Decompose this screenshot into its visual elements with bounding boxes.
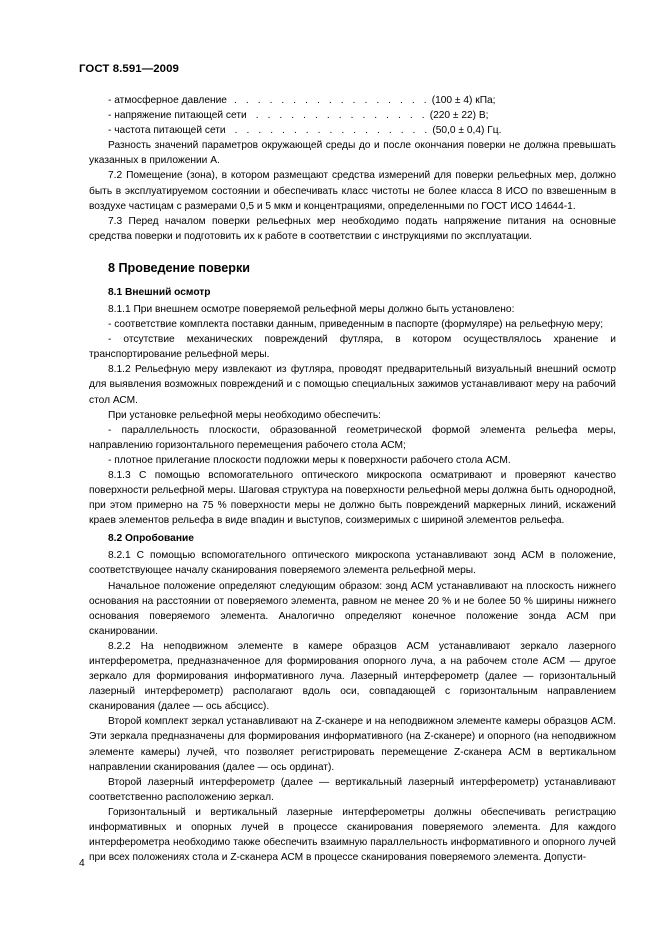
paragraph: - соответствие комплекта поставки данным, приведенным в паспорте (формуляре) на рельефную меру;: [108, 319, 604, 331]
condition-label: - напряжение питающей сети: [108, 110, 247, 122]
condition-value: (220 ± 22) В;: [429, 110, 489, 122]
paragraph: При установке рельефной меры необходимо обеспечить:: [108, 409, 381, 421]
paragraph: 8.2.2 На неподвижном элементе в камере образцов АСМ устанавливают зеркало лазерного интерферометра, предназначенное для формирования опорного луча, а на рабочем столе АСМ — другое зеркало для формирования информативного луча. Лазерный интерферометр (далее — горизонтальный лазерный интерферометр) располагают вдоль оси, совпадающей с горизонтальным направлением сканирования (далее — ось абсцисс).: [89, 640, 616, 713]
leader-dots: . . . . . . . . . . . . . . . . .: [233, 95, 430, 106]
paragraph: 8.1.1 При внешнем осмотре поверяемой рельефной меры должно быть установлено:: [108, 303, 515, 315]
paragraph: - плотное прилегание плоскости подложки меры к поверхности рабочего стола АСМ.: [108, 454, 511, 466]
paragraph: Горизонтальный и вертикальный лазерные интерферометры должны обеспечивать регистрацию информативных и опорных лучей в процессе сканирования поверяемого элемента. Для каждого интерферометра необходимо также обеспечить взаимную параллельность информативного и опорного лучей при всех положениях стола и Z-сканера АСМ в процессе сканирования поверяемого элемента. Допусти-: [89, 806, 616, 864]
leader-dots: . . . . . . . . . . . . . . . . .: [234, 125, 431, 137]
condition-line: [89, 108, 616, 123]
paragraph: 8.2.1 С помощью вспомогательного оптического микроскопа устанавливают зонд АСМ в положение, соответствующее началу сканирования поверяемого элемента рельефной меры.: [89, 550, 616, 577]
subsection-title: 8.1 Внешний осмотр: [108, 286, 211, 298]
paragraph: - параллельность плоскости, образованной геометрической формой элемента рельефа меры, направлению горизонтального перемещения рабочего стола АСМ;: [89, 424, 616, 451]
document-body: [89, 93, 616, 865]
leader-dots: . . . . . . . . . . . . . . .: [255, 110, 428, 122]
paragraph: 7.3 Перед началом поверки рельефных мер необходимо подать напряжение питания на основные средства поверки и подготовить их к работе в соответствии с инструкциями по эксплуатации.: [89, 215, 616, 242]
condition-value: (100 ± 4) кПа;: [431, 95, 496, 106]
condition-value: (50,0 ± 0,4) Гц.: [432, 125, 502, 137]
document-header: ГОСТ 8.591—2009: [79, 63, 179, 75]
paragraph: 8.1.3 С помощью вспомогательного оптического микроскопа осматривают и проверяют качество поверхности рельефной меры. Шаговая структура на поверхности рельефной меры должна быть однородной, при этом примерно на 75 % поверхности меры не должно быть повреждений маркерных линий, искажений краев элементов рельефа в виде впадин и выступов, соизмеримых с шириной элементов рельефа.: [89, 469, 617, 527]
paragraph: Второй лазерный интерферометр (далее — вертикальный лазерный интерферометр) устанавливают соответственно расположению зеркал.: [89, 776, 616, 803]
condition-label: - атмосферное давление: [108, 95, 227, 106]
paragraph: Второй комплект зеркал устанавливают на Z-сканере и на неподвижном элементе камеры образцов АСМ. Эти зеркала предназначены для формирования информативного (на Z-сканере) и опорного (на неподвижном элементе камеры) лучей, что позволяет регистрировать перемещение Z-сканера АСМ в вертикальном направлении сканирования (далее — ось ординат).: [89, 716, 616, 773]
subsection-title: 8.2 Опробование: [108, 533, 194, 545]
paragraph: Разность значений параметров окружающей среды до и после окончания поверки не должна превышать указанных в приложении А.: [89, 140, 616, 167]
condition-line: [89, 93, 616, 108]
condition-label: - частота питающей сети: [108, 125, 226, 137]
paragraph: 7.2 Помещение (зона), в котором размещают средства измерений для поверки рельефных мер, должно быть в эксплуатируемом состоянии и обеспечивать класс чистоты не более класса 8 ИСО по взвешенным в воздухе частицам с размерами 0,5 и 5 мкм и концентрациями, определенными по ГОСТ ИСО 14644-1.: [89, 170, 616, 212]
paragraph: - отсутствие механических повреждений футляра, в котором осуществлялось хранение и транспортирование рельефной меры.: [89, 334, 616, 361]
page-number: 4: [79, 858, 85, 869]
paragraph: Начальное положение определяют следующим образом: зонд АСМ устанавливают на плоскость нижнего основания на расстоянии от поверяемого элемента, равном не менее 20 % и не более 50 % ширины нижнего основания поверяемого элемента. Аналогично определяют конечное положение зонда АСМ при сканировании.: [89, 580, 616, 637]
section-title: 8 Проведение поверки: [108, 260, 250, 275]
condition-line: [89, 123, 616, 138]
paragraph: 8.1.2 Рельефную меру извлекают из футляра, проводят предварительный визуальный внешний осмотр для выявления возможных повреждений и с помощью специальных зажимов устанавливают меру на рабочий стол АСМ.: [89, 364, 616, 406]
